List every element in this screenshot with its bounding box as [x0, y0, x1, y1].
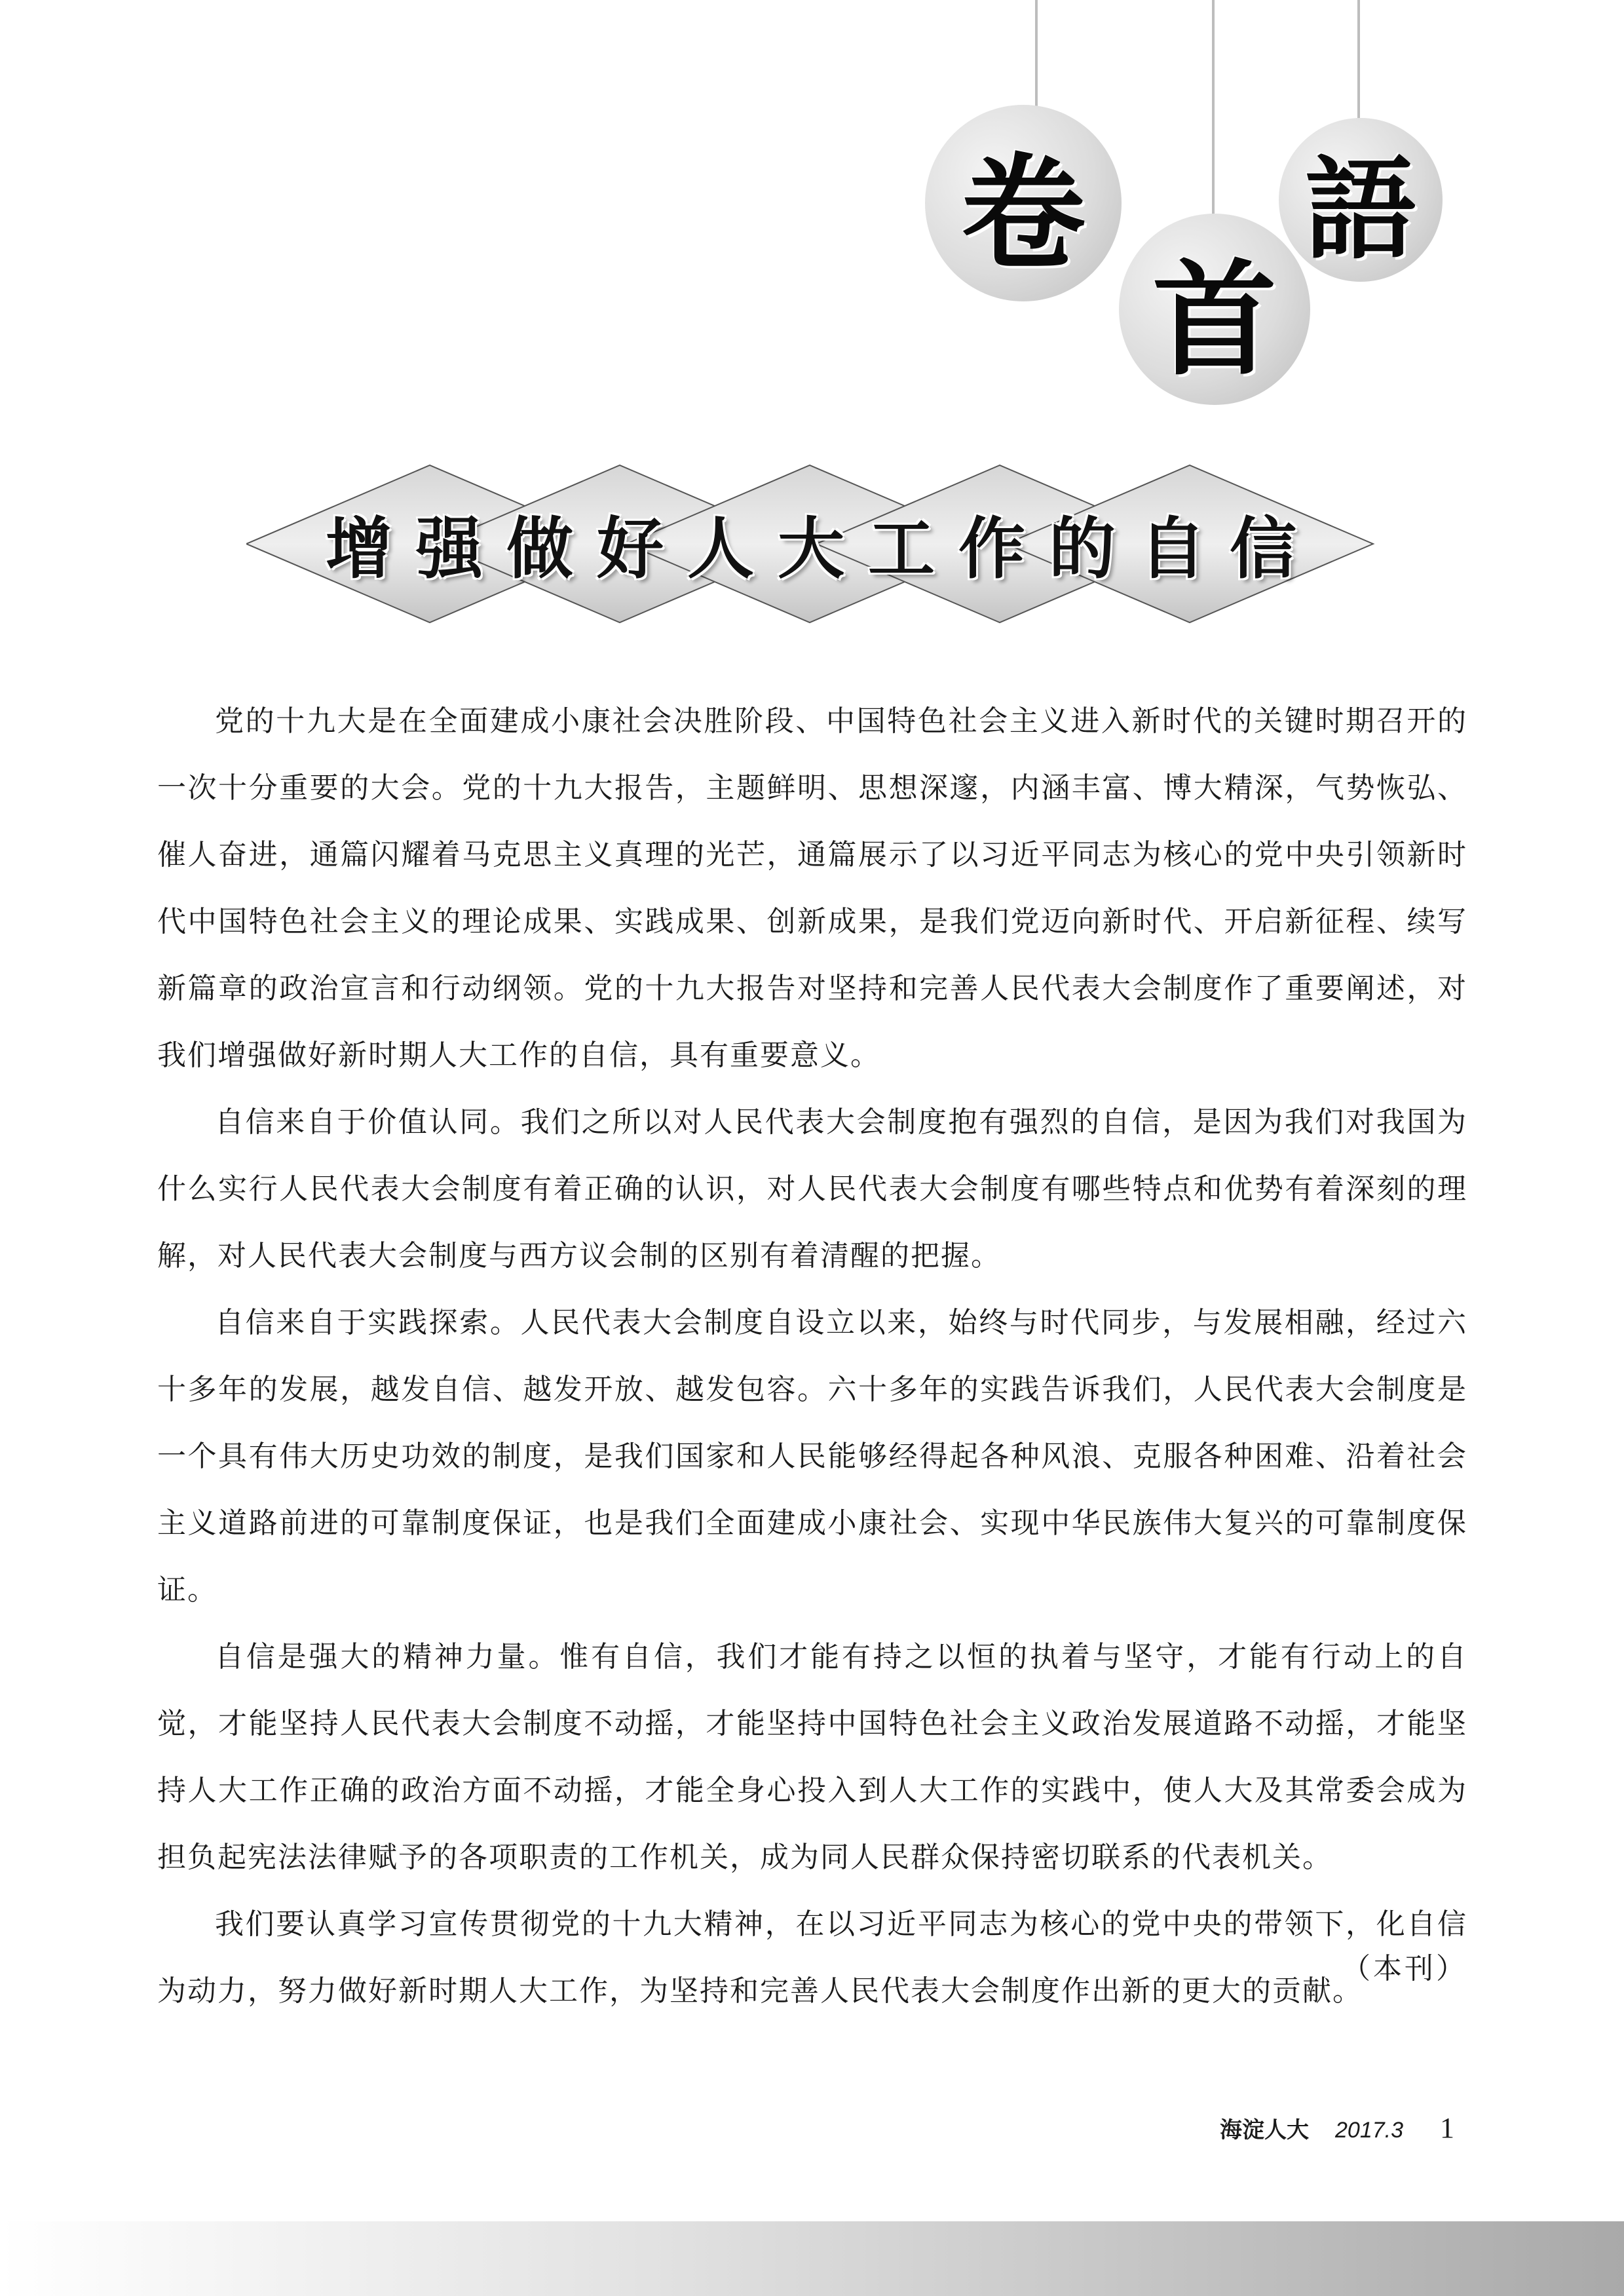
column-title-char-1: 卷 — [925, 105, 1122, 301]
column-title-char-2: 首 — [1119, 214, 1310, 405]
hanging-string-middle — [1212, 0, 1215, 223]
page-number: 1 — [1440, 2112, 1454, 2144]
signature: （本刊） — [1342, 1952, 1467, 1985]
hanging-string-left — [1035, 0, 1038, 111]
paragraph-1: 党的十九大是在全面建成小康社会决胜阶段、中国特色社会主义进入新时代的关键时期召开的一次十分重要的大会。党的十九大报告，主题鲜明、思想深邃，内涵丰富、博大精深，气势恢弘、催人奋进，通篇闪耀着马克思主义真理的光芒，通篇展示了以习近平同志为核心的党中央引领新时代中国特色社会主义的理论成果、实践成果、创新成果，是我们党迈向新时代、开启新征程、续写新篇章的政治宣言和行动纲领。党的十九大报告对坚持和完善人民代表大会制度作了重要阐述，对我们增强做好新时期人大工作的自信，具有重要意义。 — [157, 704, 1467, 1072]
page-footer — [1220, 2111, 1454, 2151]
paragraph-4: 自信是强大的精神力量。惟有自信，我们才能有持之以恒的执着与坚守，才能有行动上的自觉，才能坚持人民代表大会制度不动摇，才能坚持中国特色社会主义政治发展道路不动摇，才能坚持人大工作正确的政治方面不动摇，才能全身心投入到人大工作的实践中，使人大及其常委会成为担负起宪法法律赋予的各项职责的工作机关，成为同人民群众保持密切联系的代表机关。 — [157, 1640, 1467, 1874]
column-title-char-3: 語 — [1279, 118, 1443, 282]
title-banner — [246, 459, 1376, 629]
issue-number: 2017.3 — [1335, 2118, 1403, 2143]
paragraph-2: 自信来自于价值认同。我们之所以对人民代表大会制度抱有强烈的自信，是因为我们对我国为什么实行人民代表大会制度有着正确的认识，对人民代表大会制度有哪些特点和优势有着深刻的理解，对人民代表大会制度与西方议会制的区别有着清醒的把握。 — [157, 1105, 1467, 1272]
hanging-string-right — [1357, 0, 1360, 124]
article-body — [157, 688, 1467, 2025]
page-title: 增强做好人大工作的自信 — [326, 510, 1320, 588]
magazine-name: 海淀人大 — [1220, 2117, 1309, 2143]
paragraph-5: 我们要认真学习宣传贯彻党的十九大精神，在以习近平同志为核心的党中央的带领下，化自信为动力，努力做好新时期人大工作，为坚持和完善人民代表大会制度作出新的更大的贡献。 — [157, 1907, 1467, 2008]
paragraph-3: 自信来自于实践探索。人民代表大会制度自设立以来，始终与时代同步，与发展相融，经过六十多年的发展，越发自信、越发开放、越发包容。六十多年的实践告诉我们，人民代表大会制度是一个具有伟大历史功效的制度，是我们国家和人民能够经得起各种风浪、克服各种困难、沿着社会主义道路前进的可靠制度保证，也是我们全面建成小康社会、实现中华民族伟大复兴的可靠制度保证。 — [157, 1306, 1467, 1607]
footer-gradient-bar — [0, 2221, 1624, 2296]
